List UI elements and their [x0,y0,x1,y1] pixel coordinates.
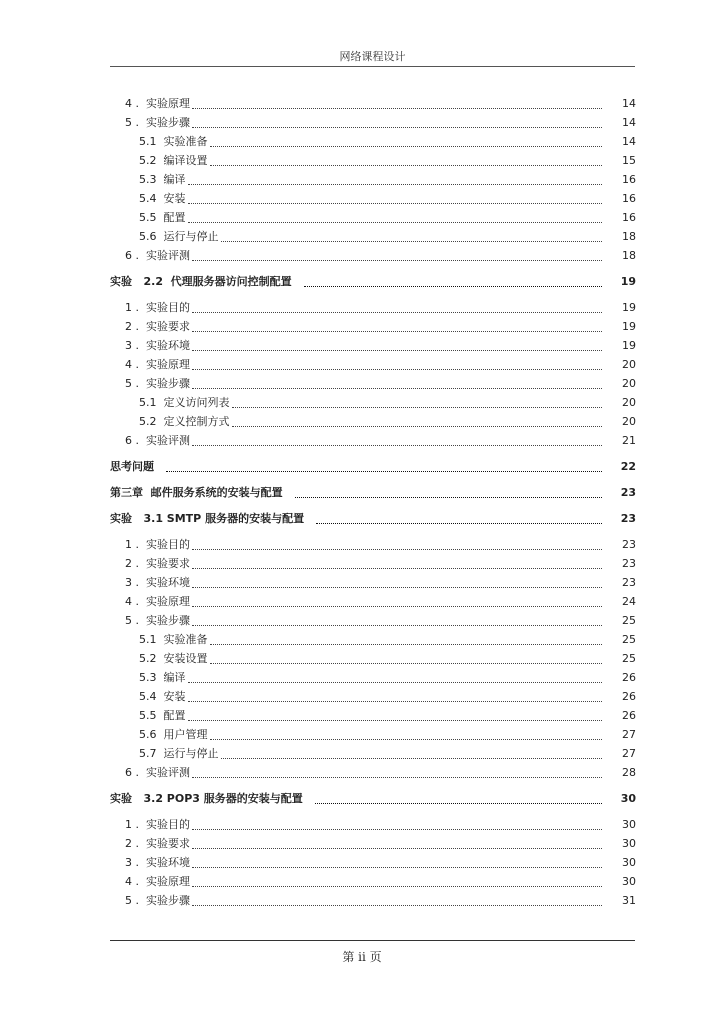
toc-entry[interactable] [0,190,724,208]
toc-entry-page-number: 19 [622,301,636,314]
toc-entry-label: 5.4 安装 [139,690,186,703]
toc-entry-label: 实验 3.1 SMTP 服务器的安装与配置 [110,512,305,525]
toc-entry-page-number: 19 [622,320,636,333]
toc-entry[interactable] [0,114,724,132]
toc-section-entry[interactable] [0,790,724,808]
toc-leader-dots [221,757,603,759]
toc-entry-page-number: 20 [622,396,636,409]
toc-entry[interactable] [0,593,724,611]
toc-leader-dots [192,904,602,906]
toc-entry[interactable] [0,375,724,393]
toc-leader-dots [316,522,602,524]
toc-entry-page-number: 16 [622,211,636,224]
toc-entry[interactable] [0,873,724,891]
toc-entry-page-number: 14 [622,97,636,110]
toc-leader-dots [210,145,603,147]
toc-entry[interactable] [0,318,724,336]
toc-entry-label: 3 . 实验环境 [125,576,190,589]
toc-entry-page-number: 31 [622,894,636,907]
toc-entry-page-number: 14 [622,116,636,129]
toc-leader-dots [210,643,603,645]
toc-leader-dots [192,107,602,109]
toc-leader-dots [232,406,603,408]
toc-leader-dots [192,586,602,588]
toc-entry-page-number: 24 [622,595,636,608]
toc-entry-label: 3 . 实验环境 [125,339,190,352]
toc-entry-label: 4 . 实验原理 [125,595,190,608]
toc-leader-dots [210,662,603,664]
toc-leader-dots [192,387,602,389]
toc-entry-page-number: 16 [622,192,636,205]
toc-entry-page-number: 27 [622,747,636,760]
toc-entry-label: 5.1 定义访问列表 [139,396,230,409]
toc-entry[interactable] [0,612,724,630]
toc-entry[interactable] [0,631,724,649]
toc-section-entry[interactable] [0,484,724,502]
toc-leader-dots [188,681,603,683]
toc-leader-dots [192,885,602,887]
toc-entry-label: 第三章 邮件服务系统的安装与配置 [110,486,283,499]
toc-entry-label: 5.3 编译 [139,671,186,684]
toc-entry-label: 5.5 配置 [139,709,186,722]
toc-entry-label: 思考问题 [110,460,154,473]
toc-entry[interactable] [0,432,724,450]
toc-entry[interactable] [0,726,724,744]
toc-entry-page-number: 30 [620,792,636,805]
toc-leader-dots [192,847,602,849]
toc-leader-dots [304,285,602,287]
toc-entry-page-number: 25 [622,652,636,665]
toc-entry-label: 5.6 用户管理 [139,728,208,741]
toc-leader-dots [192,368,602,370]
toc-entry-label: 5.4 安装 [139,192,186,205]
toc-entry-label: 5 . 实验步骤 [125,116,190,129]
toc-entry-page-number: 18 [622,230,636,243]
toc-entry-page-number: 23 [620,512,636,525]
toc-entry[interactable] [0,650,724,668]
toc-entry-page-number: 16 [622,173,636,186]
toc-leader-dots [188,202,603,204]
toc-entry[interactable] [0,299,724,317]
toc-entry-page-number: 19 [622,339,636,352]
toc-entry-page-number: 22 [620,460,636,473]
toc-leader-dots [192,349,602,351]
toc-entry[interactable] [0,95,724,113]
toc-entry[interactable] [0,688,724,706]
toc-leader-dots [210,738,603,740]
page-footer [0,948,724,965]
toc-entry-label: 2 . 实验要求 [125,557,190,570]
toc-entry[interactable] [0,892,724,910]
toc-section-entry[interactable] [0,458,724,476]
toc-leader-dots [221,240,603,242]
toc-leader-dots [192,828,602,830]
toc-entry[interactable] [0,152,724,170]
toc-entry-label: 6 . 实验评测 [125,249,190,262]
toc-leader-dots [192,605,602,607]
toc-leader-dots [192,259,602,261]
toc-entry-page-number: 21 [622,434,636,447]
toc-entry-label: 实验 2.2 代理服务器访问控制配置 [110,275,292,288]
toc-leader-dots [192,444,602,446]
toc-entry[interactable] [0,835,724,853]
toc-section-entry[interactable] [0,273,724,291]
toc-entry-label: 2 . 实验要求 [125,837,190,850]
toc-entry-label: 4 . 实验原理 [125,358,190,371]
toc-entry-page-number: 19 [620,275,636,288]
toc-leader-dots [192,311,602,313]
toc-leader-dots [192,567,602,569]
toc-entry-label: 1 . 实验目的 [125,538,190,551]
toc-entry[interactable] [0,413,724,431]
toc-leader-dots [192,776,602,778]
toc-entry-page-number: 26 [622,709,636,722]
toc-entry[interactable] [0,394,724,412]
toc-entry[interactable] [0,337,724,355]
toc-entry-label: 5.3 编译 [139,173,186,186]
toc-entry-label: 5 . 实验步骤 [125,377,190,390]
toc-entry[interactable] [0,764,724,782]
toc-entry-label: 实验 3.2 POP3 服务器的安装与配置 [110,792,303,805]
toc-entry-label: 5.2 编译设置 [139,154,208,167]
toc-leader-dots [188,700,603,702]
toc-entry-label: 3 . 实验环境 [125,856,190,869]
toc-leader-dots [188,183,603,185]
toc-entry-page-number: 26 [622,690,636,703]
toc-entry-label: 5.6 运行与停止 [139,230,219,243]
toc-entry-page-number: 30 [622,856,636,869]
toc-entry-page-number: 23 [622,538,636,551]
toc-entry[interactable] [0,669,724,687]
toc-entry[interactable] [0,171,724,189]
toc-entry-page-number: 25 [622,633,636,646]
toc-entry[interactable] [0,247,724,265]
toc-leader-dots [192,548,602,550]
toc-entry-page-number: 20 [622,358,636,371]
toc-entry-label: 5.1 实验准备 [139,135,208,148]
toc-entry[interactable] [0,745,724,763]
toc-entry-page-number: 14 [622,135,636,148]
toc-entry[interactable] [0,536,724,554]
toc-entry-page-number: 25 [622,614,636,627]
toc-entry[interactable] [0,356,724,374]
toc-entry-label: 5.2 安装设置 [139,652,208,665]
toc-leader-dots [188,221,603,223]
toc-entry-label: 5.7 运行与停止 [139,747,219,760]
toc-entry-label: 5.1 实验准备 [139,633,208,646]
toc-entry-page-number: 30 [622,875,636,888]
toc-entry-label: 1 . 实验目的 [125,301,190,314]
toc-entry-page-number: 28 [622,766,636,779]
toc-leader-dots [192,330,602,332]
toc-entry-label: 2 . 实验要求 [125,320,190,333]
toc-entry-label: 5.5 配置 [139,211,186,224]
footer-divider [110,940,635,941]
toc-entry-label: 6 . 实验评测 [125,766,190,779]
toc-entry[interactable] [0,854,724,872]
toc-entry[interactable] [0,574,724,592]
toc-leader-dots [192,624,602,626]
toc-entry-page-number: 27 [622,728,636,741]
toc-section-entry[interactable] [0,510,724,528]
toc-entry-label: 5 . 实验步骤 [125,614,190,627]
toc-entry-page-number: 30 [622,837,636,850]
toc-entry-label: 4 . 实验原理 [125,875,190,888]
toc-entry-label: 6 . 实验评测 [125,434,190,447]
toc-entry-page-number: 23 [620,486,636,499]
toc-entry-page-number: 18 [622,249,636,262]
toc-entry[interactable] [0,133,724,151]
toc-entry-page-number: 15 [622,154,636,167]
toc-entry-page-number: 23 [622,576,636,589]
toc-entry-page-number: 20 [622,415,636,428]
toc-leader-dots [315,802,602,804]
toc-entry[interactable] [0,228,724,246]
toc-entry[interactable] [0,707,724,725]
header-title: 网络课程设计 [339,50,406,63]
toc-entry[interactable] [0,209,724,227]
toc-leader-dots [192,126,602,128]
toc-entry[interactable] [0,555,724,573]
page-number: 第 ii 页 [342,950,382,964]
toc-entry-page-number: 20 [622,377,636,390]
toc-leader-dots [192,866,602,868]
toc-entry-label: 4 . 实验原理 [125,97,190,110]
toc-entry-page-number: 23 [622,557,636,570]
toc-leader-dots [166,470,602,472]
toc-entry-label: 5.2 定义控制方式 [139,415,230,428]
toc-entry-label: 5 . 实验步骤 [125,894,190,907]
toc-entry[interactable] [0,816,724,834]
toc-leader-dots [232,425,603,427]
toc-leader-dots [188,719,603,721]
toc-leader-dots [210,164,603,166]
toc-entry-label: 1 . 实验目的 [125,818,190,831]
toc-leader-dots [295,496,602,498]
toc-entry-page-number: 30 [622,818,636,831]
toc-entry-page-number: 26 [622,671,636,684]
